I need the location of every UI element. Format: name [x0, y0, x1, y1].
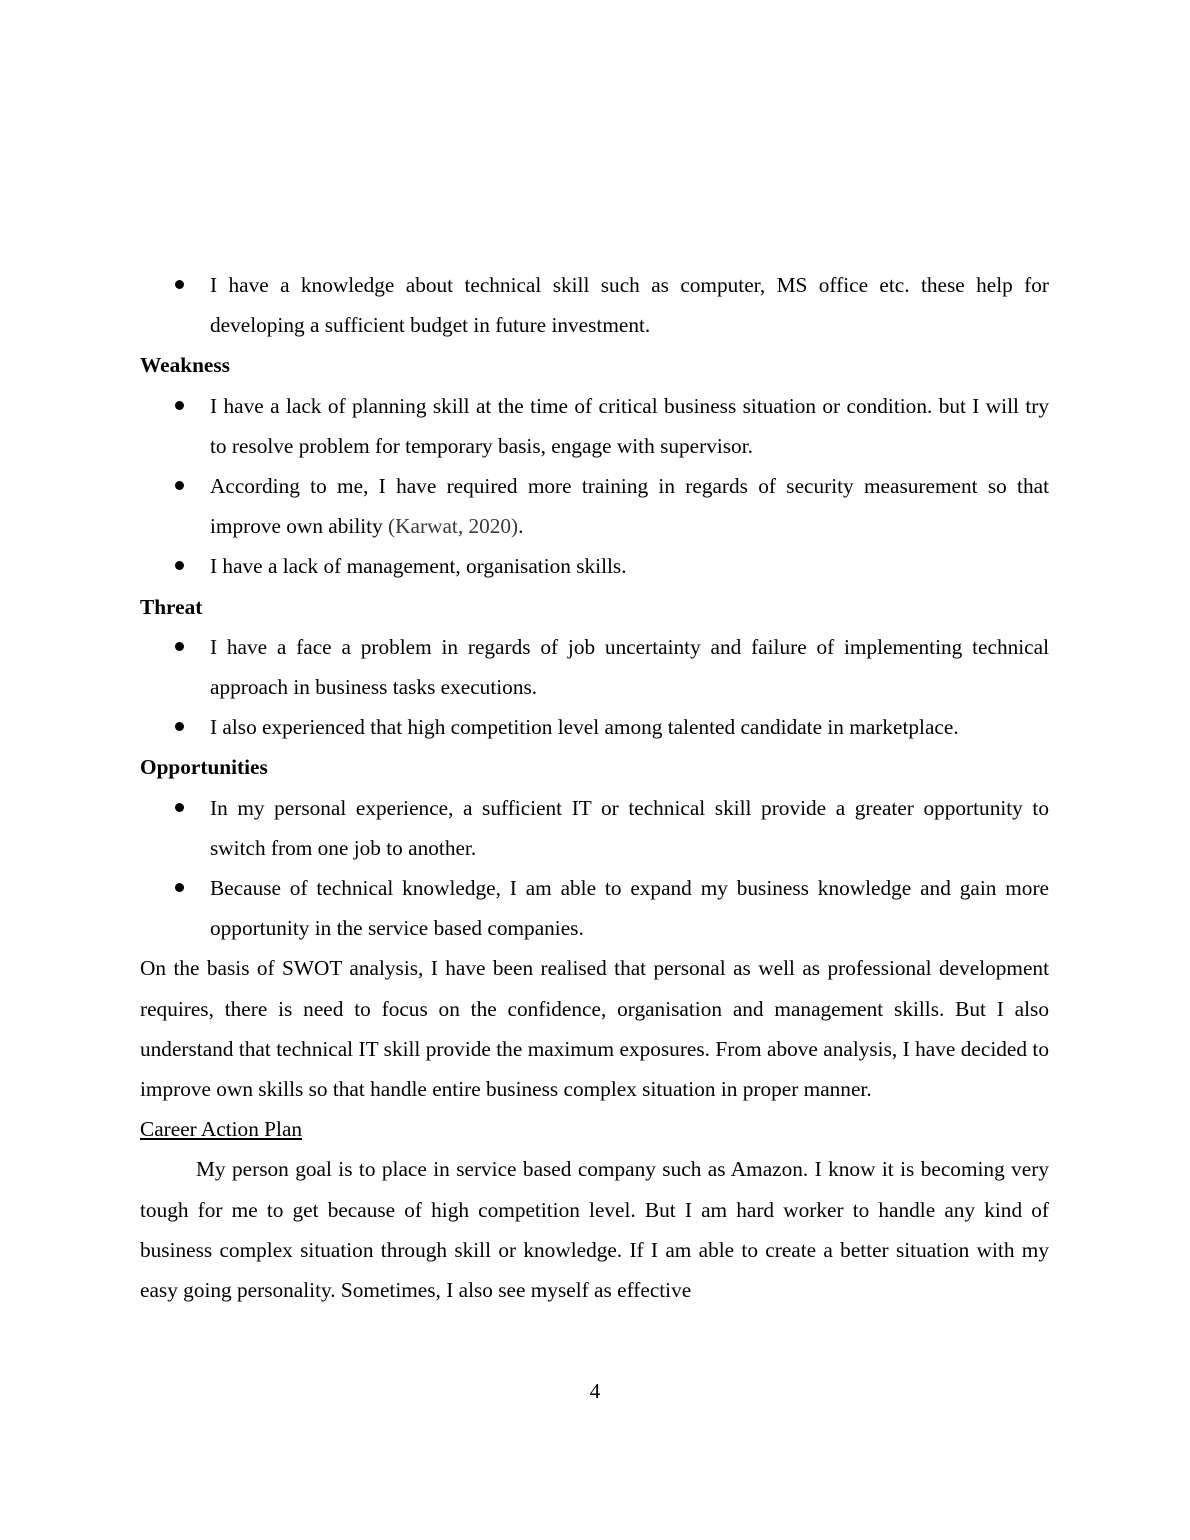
bullet-icon — [175, 722, 184, 731]
opportunities-heading: Opportunities — [140, 755, 268, 780]
opportunities-list — [140, 788, 1049, 949]
weakness-list — [140, 386, 1049, 587]
bullet-icon — [175, 803, 184, 812]
list-item: I have a knowledge about technical skill such as computer, MS office etc. these help for developing a sufficient budget in future investment. — [140, 265, 1049, 345]
bullet-icon — [175, 642, 184, 651]
bullet-icon — [175, 883, 184, 892]
list-item: Because of technical knowledge, I am able to expand my business knowledge and gain more opportunity in the service based companies. — [140, 868, 1049, 948]
bullet-icon — [175, 280, 184, 289]
citation: (Karwat, 2020) — [388, 514, 519, 539]
threat-heading: Threat — [140, 594, 203, 619]
list-item: I also experienced that high competition level among talented candidate in marketplace. — [140, 707, 1049, 747]
page-number: 4 — [589, 1379, 601, 1403]
bullet-icon — [175, 481, 184, 490]
document-body — [140, 265, 1049, 1310]
list-item: According to me, I have required more training in regards of security measurement so that improve own ability (Karwat, 2020). — [140, 466, 1049, 546]
summary-paragraph: On the basis of SWOT analysis, I have been realised that personal as well as professional development requires, there is need to focus on the confidence, organisation and management skills. But I also understand that technical IT skill provide the maximum exposures. From above analysis, I have decided to improve own skills so that handle entire business complex situation in proper manner. — [140, 956, 1049, 1102]
list-item: In my personal experience, a sufficient IT or technical skill provide a greater opportunity to switch from one job to another. — [140, 788, 1049, 868]
career-paragraph: My person goal is to place in service based company such as Amazon. I know it is becoming very tough for me to get because of high competition level. But I am hard worker to handle any kind of business complex situation through skill or knowledge. If I am able to create a better situation with my easy going personality. Sometimes, I also see myself as effective — [140, 1157, 1049, 1303]
threat-list — [140, 627, 1049, 748]
weakness-heading: Weakness — [140, 353, 230, 378]
bullet-icon — [175, 561, 184, 570]
strength-list — [140, 265, 1049, 345]
list-item: I have a lack of planning skill at the time of critical business situation or condition. but I will try to resolve problem for temporary basis, engage with supervisor. — [140, 386, 1049, 466]
list-item: I have a face a problem in regards of job uncertainty and failure of implementing technical approach in business tasks executions. — [140, 627, 1049, 707]
career-action-plan-heading: Career Action Plan — [140, 1117, 303, 1142]
bullet-icon — [175, 401, 184, 410]
list-item: I have a lack of management, organisation skills. — [140, 546, 1049, 586]
